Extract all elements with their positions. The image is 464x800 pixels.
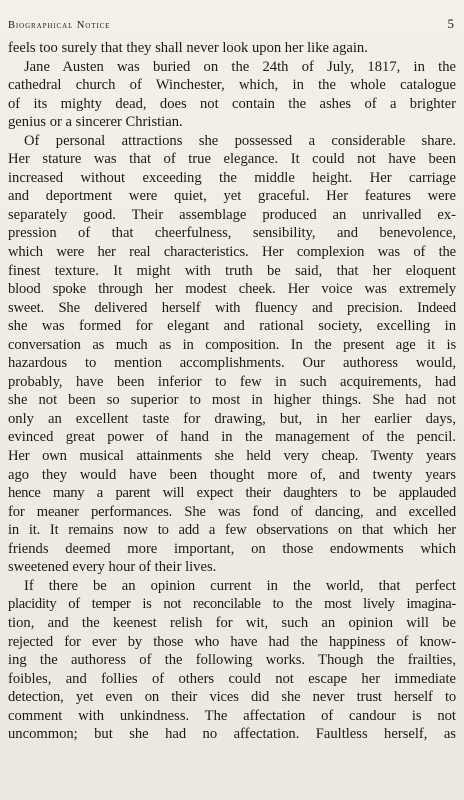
- text-line: Her own musical attainments she held very cheap. Twenty years: [8, 448, 456, 465]
- text-line: cathedral church of Winchester, which, in the whole catalogue: [8, 77, 456, 94]
- text-line: pression of that cheerfulness, sensibility, and benevolence,: [8, 225, 456, 242]
- paragraph-2: [8, 58, 456, 132]
- text-line: sweet. She delivered herself with fluency and precision. Indeed: [8, 299, 456, 316]
- text-line: hence many a parent will expect their daughters to be applauded: [8, 485, 456, 502]
- text-line: placidity of temper is not reconcilable to the most lively imagina-: [8, 596, 456, 613]
- text-line: ing the authoress of the following works. Though the frailties,: [8, 652, 456, 669]
- text-line: detection, yet even on their vices did she never trust herself to: [8, 689, 456, 706]
- text-line: Jane Austen was buried on the 24th of July, 1817, in the: [24, 58, 456, 75]
- text-line: blood spoke through her modest cheek. Her voice was extremely: [8, 281, 456, 298]
- text-line: only an excellent taste for drawing, but, in her earlier days,: [8, 410, 456, 427]
- text-line: Her stature was that of true elegance. It could not have been: [8, 151, 456, 168]
- text-line: which were her real characteristics. Her complexion was of the: [8, 244, 456, 261]
- text-line: uncommon; but she had no affectation. Faultless herself, as: [8, 726, 456, 743]
- text-line: she not been so superior to most in higher things. She had not: [8, 392, 456, 409]
- text-line: probably, have been inferior to few in such acquirements, had: [8, 373, 456, 390]
- running-title: Biographical Notice: [8, 20, 111, 31]
- text-line: friends deemed more important, on those endowments which: [8, 540, 456, 557]
- text-line: she was formed for elegant and rational society, excelling in: [8, 318, 456, 335]
- text-line: finest texture. It might with truth be said, that her eloquent: [8, 262, 456, 279]
- text-line: genius or a sincerer Christian.: [8, 114, 183, 131]
- text-line: increased without exceeding the middle height. Her carriage: [8, 169, 456, 186]
- body-text: [8, 39, 456, 744]
- text-line: rejected for ever by those who have had the happiness of know-: [8, 633, 456, 650]
- page-number: 5: [447, 16, 454, 31]
- text-line: ago they would have been thought more of, and twenty years: [8, 466, 456, 483]
- text-line: If there be an opinion current in the world, that perfect: [24, 577, 456, 594]
- running-head: [8, 16, 454, 32]
- text-line: in it. It remains now to add a few observations on that which her: [8, 522, 456, 539]
- paragraph-4: [8, 577, 456, 744]
- text-line: hazardous to mention accomplishments. Our authoress would,: [8, 355, 456, 372]
- text-line: of its mighty dead, does not contain the ashes of a brighter: [8, 95, 456, 112]
- paragraph-3: [8, 132, 456, 577]
- paragraph-1: [8, 39, 456, 58]
- text-line: comment with unkindness. The affectation of candour is not: [8, 707, 456, 724]
- text-line: evinced great power of hand in the management of the pencil.: [8, 429, 456, 446]
- text-line: foibles, and follies of others could not escape her immediate: [8, 670, 456, 687]
- text-line: conversation as much as in composition. In the present age it is: [8, 336, 456, 353]
- text-line: tion, and the keenest relish for wit, such an opinion will be: [8, 614, 456, 631]
- text-line: sweetened every hour of their lives.: [8, 559, 217, 576]
- text-line: and deportment were quiet, yet graceful. Her features were: [8, 188, 456, 205]
- text-line: feels too surely that they shall never look upon her like again.: [8, 40, 368, 56]
- text-line: Of personal attractions she possessed a considerable share.: [24, 132, 456, 149]
- text-line: for meaner performances. She was fond of dancing, and excelled: [8, 503, 456, 520]
- text-line: separately good. Their assemblage produced an unrivalled ex-: [8, 206, 456, 223]
